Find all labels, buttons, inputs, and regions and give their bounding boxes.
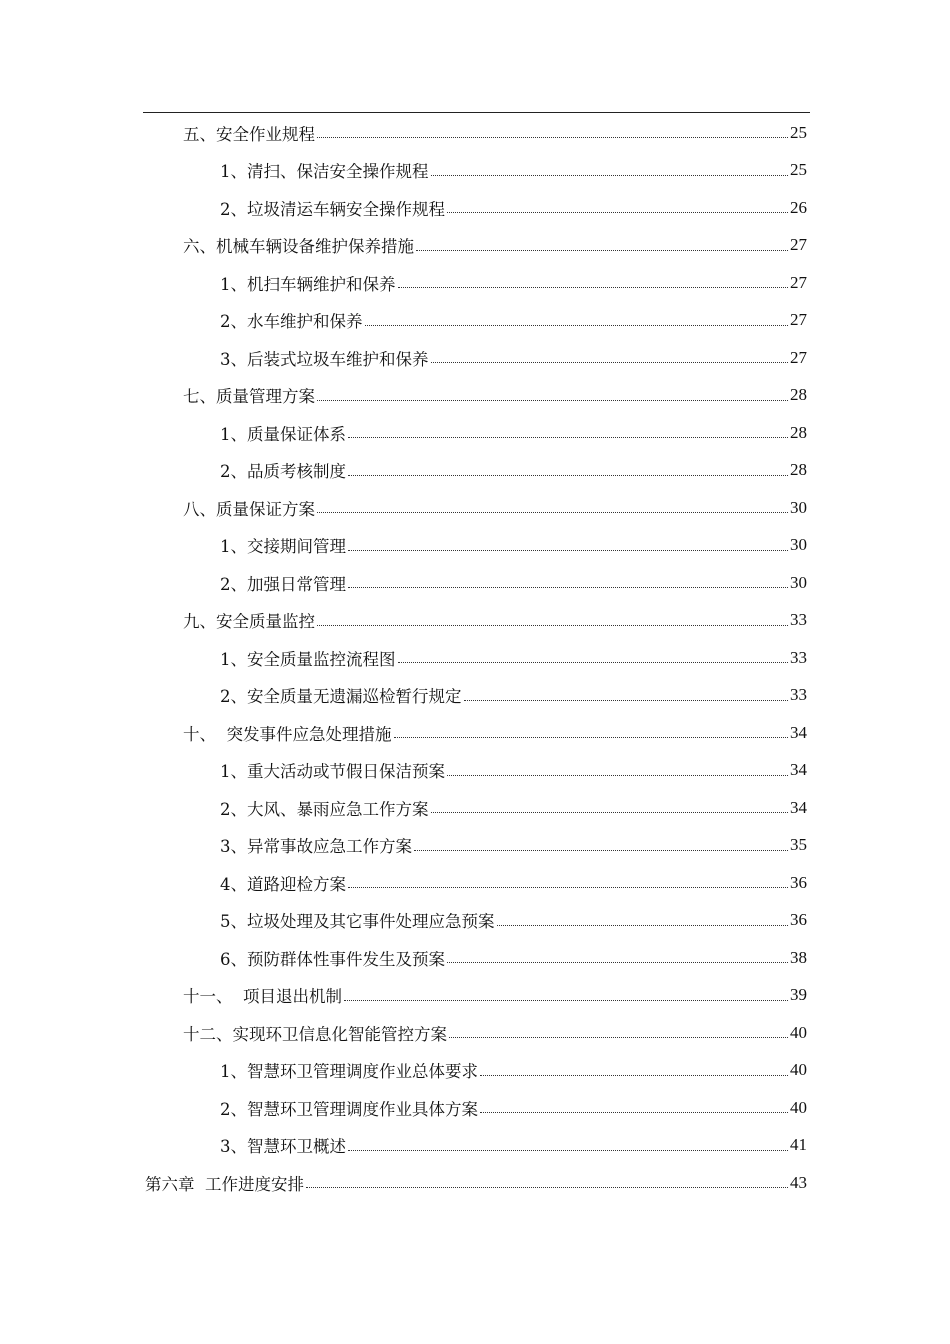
toc-entry[interactable] [183, 377, 807, 414]
toc-entry-title: 九、安全质量监控 [183, 612, 315, 631]
toc-entry-title: 五、安全作业规程 [183, 124, 315, 144]
toc-entry-title: 1、安全质量监控流程图 [220, 649, 396, 669]
toc-entry[interactable] [220, 152, 807, 189]
toc-entry[interactable] [220, 752, 807, 789]
toc-entry[interactable] [220, 939, 807, 976]
toc-entry[interactable] [220, 864, 807, 901]
toc-entry-title: 十、 突发事件应急处理措施 [183, 724, 392, 744]
toc-entry-page: 30 [790, 535, 807, 554]
toc-entry[interactable] [183, 114, 807, 151]
toc-entry-page: 40 [790, 1022, 807, 1042]
toc-entry-page: 27 [790, 347, 807, 367]
dot-leader [414, 850, 788, 851]
toc-entry-title: 六、机械车辆设备维护保养措施 [183, 237, 414, 256]
toc-entry-title: 3、异常事故应急工作方案 [220, 837, 412, 856]
toc-entry[interactable] [220, 827, 807, 864]
toc-entry-page: 27 [790, 235, 807, 254]
dot-leader [416, 250, 788, 251]
toc-entry-title: 6、预防群体性事件发生及预案 [220, 949, 445, 969]
dot-leader [306, 1187, 788, 1188]
toc-entry-page: 28 [790, 385, 807, 404]
dot-leader [497, 925, 789, 926]
toc-entry[interactable] [220, 677, 807, 714]
toc-entry[interactable] [220, 414, 807, 451]
dot-leader [447, 962, 788, 963]
toc-entry-title: 第六章 工作进度安排 [145, 1174, 304, 1194]
toc-entry-page: 33 [790, 610, 807, 629]
toc-entry-page: 36 [790, 872, 807, 892]
dot-leader [431, 812, 789, 813]
dot-leader [348, 437, 788, 438]
toc-entry[interactable] [220, 527, 807, 564]
toc-entry-title: 4、道路迎检方案 [220, 874, 346, 894]
toc-entry-title: 七、质量管理方案 [183, 387, 315, 406]
dot-leader [365, 325, 789, 326]
dot-leader [348, 475, 788, 476]
dot-leader [317, 512, 788, 513]
toc-entry-page: 27 [790, 272, 807, 292]
toc-entry-page: 25 [790, 122, 807, 142]
toc-entry-page: 30 [790, 497, 807, 517]
toc-entry-page: 26 [790, 197, 807, 217]
toc-entry-page: 34 [790, 760, 807, 779]
toc-entry-title: 3、后装式垃圾车维护和保养 [220, 349, 429, 369]
toc-entry-title: 2、垃圾清运车辆安全操作规程 [220, 199, 445, 219]
toc-entry[interactable] [220, 789, 807, 826]
toc-entry-title: 2、品质考核制度 [220, 462, 346, 481]
toc-entry-title: 1、机扫车辆维护和保养 [220, 274, 396, 294]
toc-entry[interactable] [183, 602, 807, 639]
toc-entry-page: 38 [790, 947, 807, 967]
toc-entry-page: 41 [790, 1135, 807, 1154]
toc-entry-title: 2、大风、暴雨应急工作方案 [220, 799, 429, 819]
toc-entry-title: 2、安全质量无遗漏巡检暂行规定 [220, 687, 462, 706]
dot-leader [480, 1112, 788, 1113]
toc-entry[interactable] [183, 1014, 807, 1051]
toc-entry-page: 34 [790, 722, 807, 742]
toc-entry-page: 43 [790, 1172, 807, 1192]
toc-entry-title: 5、垃圾处理及其它事件处理应急预案 [220, 912, 495, 931]
toc-entry[interactable] [220, 1127, 807, 1164]
dot-leader [398, 662, 789, 663]
dot-leader [431, 362, 789, 363]
toc-entry-title: 1、重大活动或节假日保洁预案 [220, 762, 445, 781]
toc-entry-title: 2、水车维护和保养 [220, 312, 363, 331]
toc-entry[interactable] [183, 714, 807, 751]
toc-entry-title: 1、质量保证体系 [220, 424, 346, 444]
toc-entry[interactable] [145, 1164, 807, 1201]
toc-entry-page: 33 [790, 647, 807, 667]
toc-entry-title: 十一、 项目退出机制 [183, 987, 342, 1006]
toc-entry-title: 十二、实现环卫信息化智能管控方案 [183, 1024, 447, 1044]
dot-leader [348, 1150, 788, 1151]
dot-leader [464, 700, 789, 701]
toc-entry-page: 27 [790, 310, 807, 329]
dot-leader [348, 550, 788, 551]
toc-entry[interactable] [220, 452, 807, 489]
toc-entry-title: 2、智慧环卫管理调度作业具体方案 [220, 1099, 478, 1119]
dot-leader [344, 1000, 788, 1001]
toc-entry-title: 1、智慧环卫管理调度作业总体要求 [220, 1062, 478, 1081]
dot-leader [447, 212, 788, 213]
toc-entry-page: 28 [790, 460, 807, 479]
dot-leader [394, 737, 789, 738]
toc-entry-title: 八、质量保证方案 [183, 499, 315, 519]
toc-entry-title: 1、清扫、保洁安全操作规程 [220, 162, 429, 181]
toc-entry-title: 3、智慧环卫概述 [220, 1137, 346, 1156]
toc-entry-page: 40 [790, 1060, 807, 1079]
toc-entry-page: 34 [790, 797, 807, 817]
toc-entry-title: 2、加强日常管理 [220, 574, 346, 594]
toc-entry-page: 25 [790, 160, 807, 179]
toc-entry[interactable] [220, 639, 807, 676]
toc-entry[interactable] [220, 1052, 807, 1089]
dot-leader [398, 287, 789, 288]
dot-leader [317, 400, 788, 401]
toc-entry[interactable] [183, 977, 807, 1014]
toc-entry[interactable] [183, 489, 807, 526]
toc-entry-page: 39 [790, 985, 807, 1004]
toc-entry[interactable] [220, 1089, 807, 1126]
toc-entry-page: 40 [790, 1097, 807, 1117]
toc-entry-page: 36 [790, 910, 807, 929]
dot-leader [317, 625, 788, 626]
dot-leader [449, 1037, 788, 1038]
dot-leader [317, 137, 788, 138]
toc-entry[interactable] [220, 264, 807, 301]
toc-entry[interactable] [220, 189, 807, 226]
toc-entry[interactable] [220, 339, 807, 376]
dot-leader [447, 775, 788, 776]
toc-entry-page: 30 [790, 572, 807, 592]
header-rule [143, 112, 810, 113]
dot-leader [431, 175, 789, 176]
toc-entry-page: 33 [790, 685, 807, 704]
dot-leader [348, 587, 788, 588]
dot-leader [480, 1075, 788, 1076]
toc-entry[interactable] [220, 302, 807, 339]
dot-leader [348, 887, 788, 888]
toc-entry-page: 28 [790, 422, 807, 442]
toc-entry[interactable] [220, 564, 807, 601]
toc-entry-title: 1、交接期间管理 [220, 537, 346, 556]
toc-entry-page: 35 [790, 835, 807, 854]
toc-entry[interactable] [183, 227, 807, 264]
toc-entry[interactable] [220, 902, 807, 939]
